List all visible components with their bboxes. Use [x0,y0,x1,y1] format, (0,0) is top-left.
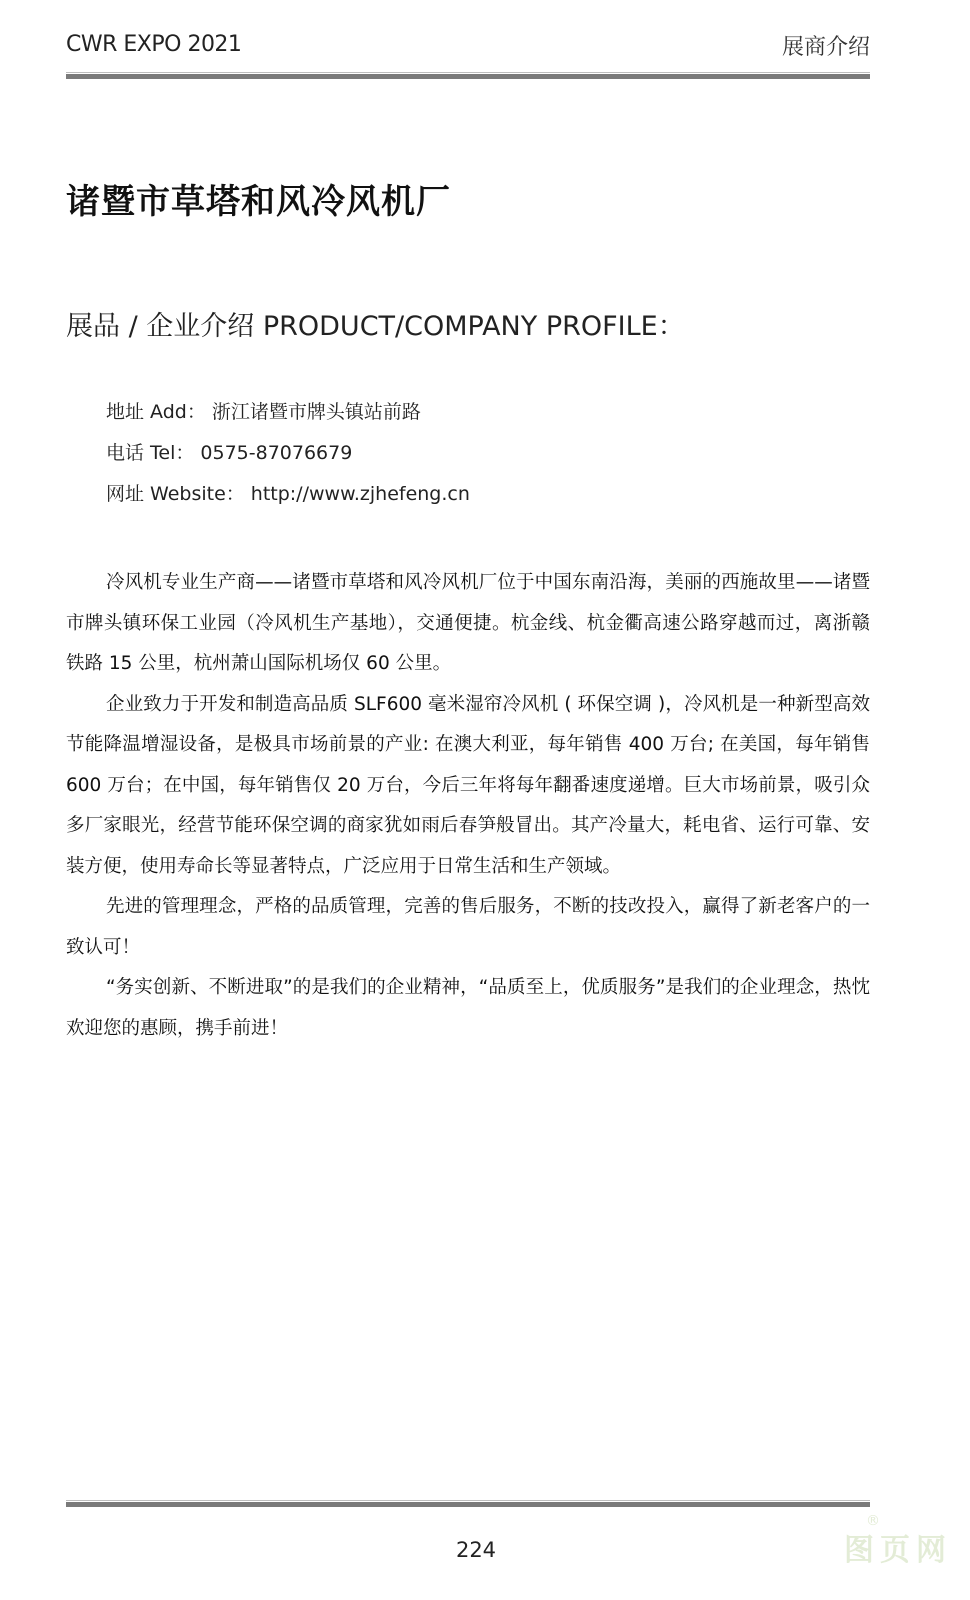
address-row [106,398,470,439]
website-link[interactable]: http://www.zjhefeng.cn [250,483,470,505]
website-label: 网址 Website： [106,483,245,505]
paragraph-location: 冷风机专业生产商——诸暨市草塔和风冷风机厂位于中国东南沿海，美丽的西施故里——诸暨市牌头镇环保工业园（冷风机生产基地），交通便捷。杭金线、杭金衢高速公路穿越而过，离浙赣铁路 15 公里，杭州萧山国际机场仅 60 公里。 [66,572,870,674]
profile-heading: 展品 / 企业介绍 PRODUCT/COMPANY PROFILE： [66,311,685,342]
footer-divider [66,1500,870,1507]
paragraph-service: 先进的管理理念，严格的品质管理，完善的售后服务，不断的技改投入，赢得了新老客户的一致认可！ [66,896,870,958]
paragraph-philosophy: “务实创新、不断进取”的是我们的企业精神，“品质至上，优质服务”是我们的企业理念，热忱欢迎您的惠顾，携手前进！ [66,977,870,1039]
page-number: 224 [455,1538,497,1562]
tel-value: 0575-87076679 [200,442,353,464]
tel-label: 电话 Tel： [106,442,195,464]
registered-mark-icon: ® [866,1513,880,1529]
website-row [106,480,470,521]
watermark-logo [844,1513,952,1569]
address-label: 地址 Add： [106,401,206,423]
tel-row [106,439,470,480]
company-name: 诸暨市草塔和风冷风机厂 [66,182,451,222]
page-header [66,28,870,68]
contact-block [106,398,470,521]
expo-title: CWR EXPO 2021 [66,32,242,57]
watermark-text: 图页网 [844,1533,952,1568]
paragraph-products: 企业致力于开发和制造高品质 SLF600 毫米湿帘冷风机 ( 环保空调 )，冷风机是一种新型高效节能降温增湿设备，是极具市场前景的产业: 在澳大利亚，每年销售 400 万台; 在美国，每年销售 600 万台；在中国，每年销售仅 20 万台，今后三年将每年翻番速度递增。巨大市场前景，吸引众多厂家眼光，经营节能环保空调的商家犹如雨后春笋般冒出。其产冷量大，耗电省、运行可靠、安装方便，使用寿命长等显著特点，广泛应用于日常生活和生产领域。 [66,693,870,877]
section-label: 展商介绍 [781,35,870,60]
header-divider [66,72,870,79]
address-value: 浙江诸暨市牌头镇站前路 [211,401,421,423]
company-description [66,563,870,1049]
